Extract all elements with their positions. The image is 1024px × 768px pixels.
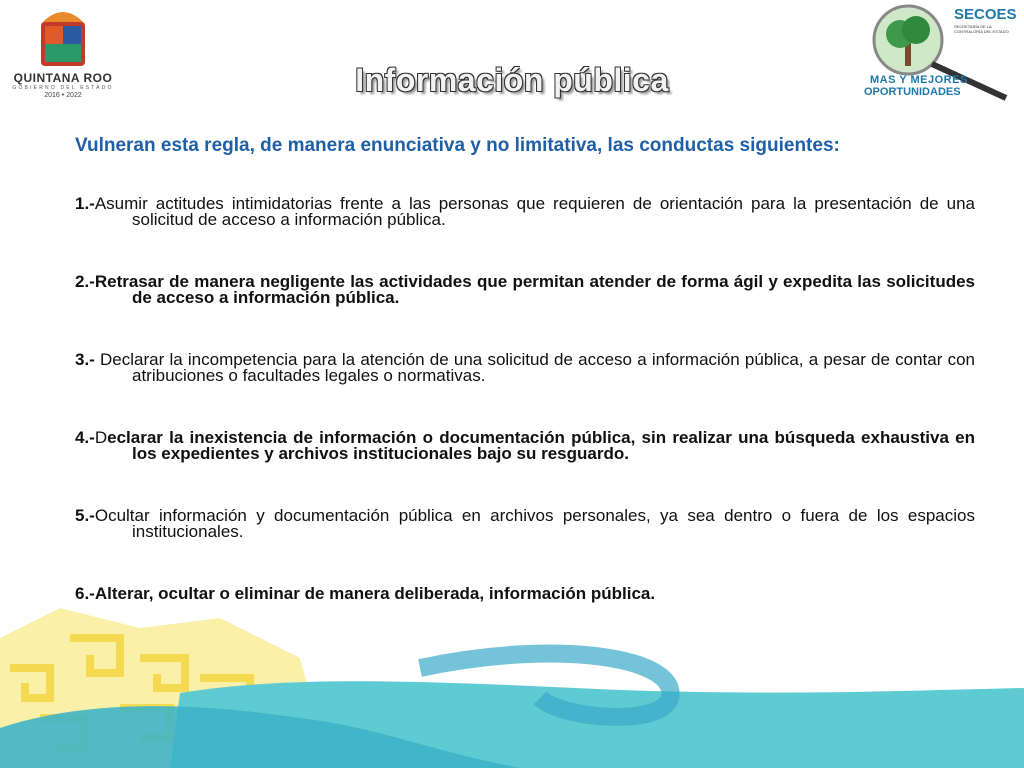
logo-left-name: QUINTANA ROO <box>13 71 113 85</box>
item-number: 2.- <box>75 272 95 291</box>
item-text: Asumir actitudes intimidatorias frente a las personas que requieren de orientación para la presentación de una solicitud de acceso a información pública. <box>94 194 975 229</box>
item-number: 5.- <box>75 506 95 525</box>
logo-left-sub: GOBIERNO DEL ESTADO <box>12 85 114 91</box>
coat-of-arms-icon <box>35 6 91 70</box>
item-text: Retrasar de manera negligente las actividades que permitan atender de forma ágil y expedita las solicitudes de acceso a información pública. <box>94 272 975 307</box>
secoes-sub: SECRETARÍA DE LA CONTRALORÍA DEL ESTADO <box>954 24 1009 34</box>
item-text: Alterar, ocultar o eliminar de manera deliberada, <box>94 584 485 603</box>
list-item <box>75 430 975 462</box>
slogan-line-1: MAS Y MEJORES <box>870 74 968 86</box>
page-title: Información pública <box>355 62 669 98</box>
item-number: 3.- <box>75 350 95 369</box>
list-item <box>75 586 975 602</box>
list-item <box>75 508 975 540</box>
list-item <box>75 274 975 306</box>
slogan-line-2: OPORTUNIDADES <box>864 86 961 98</box>
content <box>75 137 975 648</box>
list-item <box>75 352 975 384</box>
item-text-lead: D <box>94 428 108 447</box>
item-text: Declarar la incompetencia para la atención de una solicitud de acceso a información pública, a pesar de contar con atribuciones o facultades legales o normativas. <box>94 350 975 385</box>
secoes-name: SECOES <box>954 6 1017 23</box>
intro-text: Vulneran esta regla, de manera enunciativa y no limitativa, las conductas siguientes: <box>75 135 840 156</box>
item-number: 6.- <box>75 584 95 603</box>
item-text: Ocultar información y documentación pública en archivos personales, ya sea dentro o fuera de los espacios institucionales. <box>94 506 975 541</box>
item-number: 4.- <box>75 428 95 447</box>
item-text-tail: información pública. <box>484 584 656 603</box>
logo-left-years: 2016 • 2022 <box>44 92 82 99</box>
list-item <box>75 196 975 228</box>
item-number: 1.- <box>75 194 95 213</box>
item-text: eclarar la inexistencia de información o documentación pública, sin realizar una búsqueda exhaustiva en los expedientes y archivos institucionales bajo su resguardo. <box>107 428 975 463</box>
